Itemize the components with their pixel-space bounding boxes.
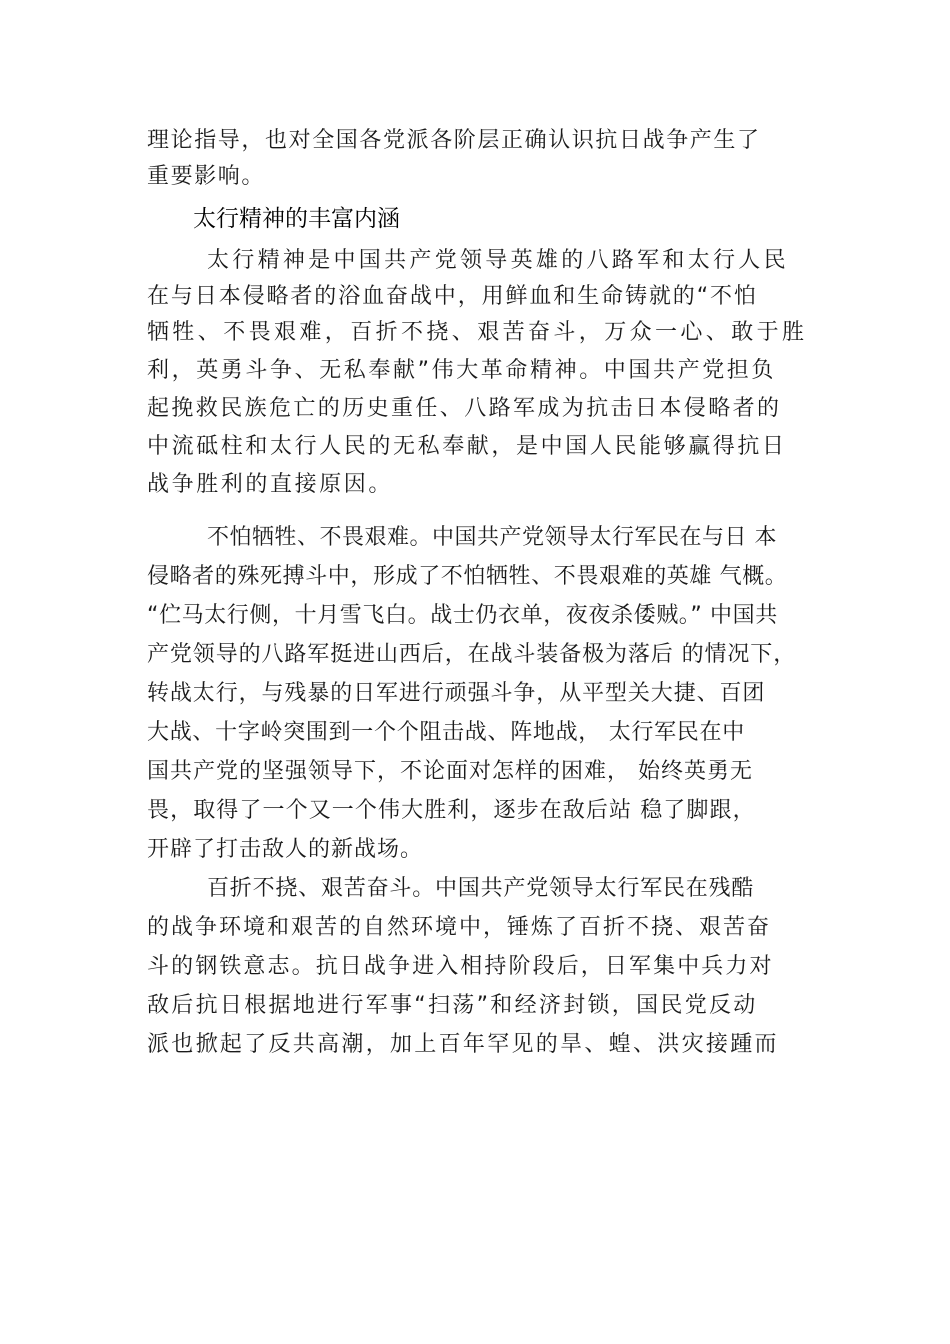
body-text-line: 产党领导的八路军挺进山西后，在战斗装备极为落后 的情况下， bbox=[147, 642, 797, 667]
body-text-line: 的战争环境和艰苦的自然环境中，锤炼了百折不挠、艰苦奋 bbox=[147, 915, 772, 940]
body-text-line: 起挽救民族危亡的历史重任、八路军成为抗击日本侵略者的 bbox=[147, 396, 782, 421]
body-text-line: 理论指导，也对全国各党派各阶层正确认识抗日战争产生了 bbox=[147, 128, 761, 153]
paragraph-first-line: 不怕牺牲、不畏艰难。中国共产党领导太行军民在与日 本 bbox=[207, 525, 777, 550]
body-text-line: 重要影响。 bbox=[147, 164, 266, 189]
body-text-line: 牺牲、不畏艰难，百折不挠、艰苦奋斗，万众一心、敢于胜 bbox=[147, 320, 808, 345]
paragraph-first-line: 太行精神是中国共产党领导英雄的八路军和太行人民 bbox=[207, 248, 789, 273]
body-text-line: 大战、十字岭突围到一个个阻击战、阵地战， 太行军民在中 bbox=[147, 720, 745, 745]
paragraph-first-line: 百折不挠、艰苦奋斗。中国共产党领导太行军民在残酷 bbox=[207, 876, 755, 901]
body-text-line: 斗的钢铁意志。抗日战争进入相持阶段后，日军集中兵力对 bbox=[147, 954, 774, 979]
body-text-line: 侵略者的殊死搏斗中，形成了不怕牺牲、不畏艰难的英雄 气概。 bbox=[147, 564, 788, 589]
body-text-line: 中流砥柱和太行人民的无私奉献，是中国人民能够赢得抗日 bbox=[147, 434, 787, 459]
body-text-line: 转战太行，与残暴的日军进行顽强斗争，从平型关大捷、百团 bbox=[147, 681, 766, 706]
body-text-line: 战争胜利的直接原因。 bbox=[147, 472, 394, 497]
body-text-line: 利，英勇斗争、无私奉献”伟大革命精神。中国共产党担负 bbox=[147, 358, 776, 383]
body-text-line: 国共产党的坚强领导下，不论面对怎样的困难， 始终英勇无 bbox=[147, 759, 753, 784]
body-text-line: 派也掀起了反共高潮，加上百年罕见的旱、蝗、洪灾接踵而 bbox=[147, 1032, 779, 1057]
body-text-line: 开辟了打击敌人的新战场。 bbox=[147, 837, 424, 862]
body-text-line: 在与日本侵略者的浴血奋战中，用鲜血和生命铸就的“不怕 bbox=[147, 284, 758, 309]
body-text-line: “伫马太行侧，十月雪飞白。战士仍衣单，夜夜杀倭贼。” 中国共 bbox=[147, 603, 778, 628]
section-heading: 太行精神的丰富内涵 bbox=[193, 206, 400, 232]
body-text-line: 敌后抗日根据地进行军事“扫荡”和经济封锁，国民党反动 bbox=[147, 993, 758, 1018]
body-text-line: 畏，取得了一个又一个伟大胜利，逐步在敌后站 稳了脚跟， bbox=[147, 798, 756, 823]
